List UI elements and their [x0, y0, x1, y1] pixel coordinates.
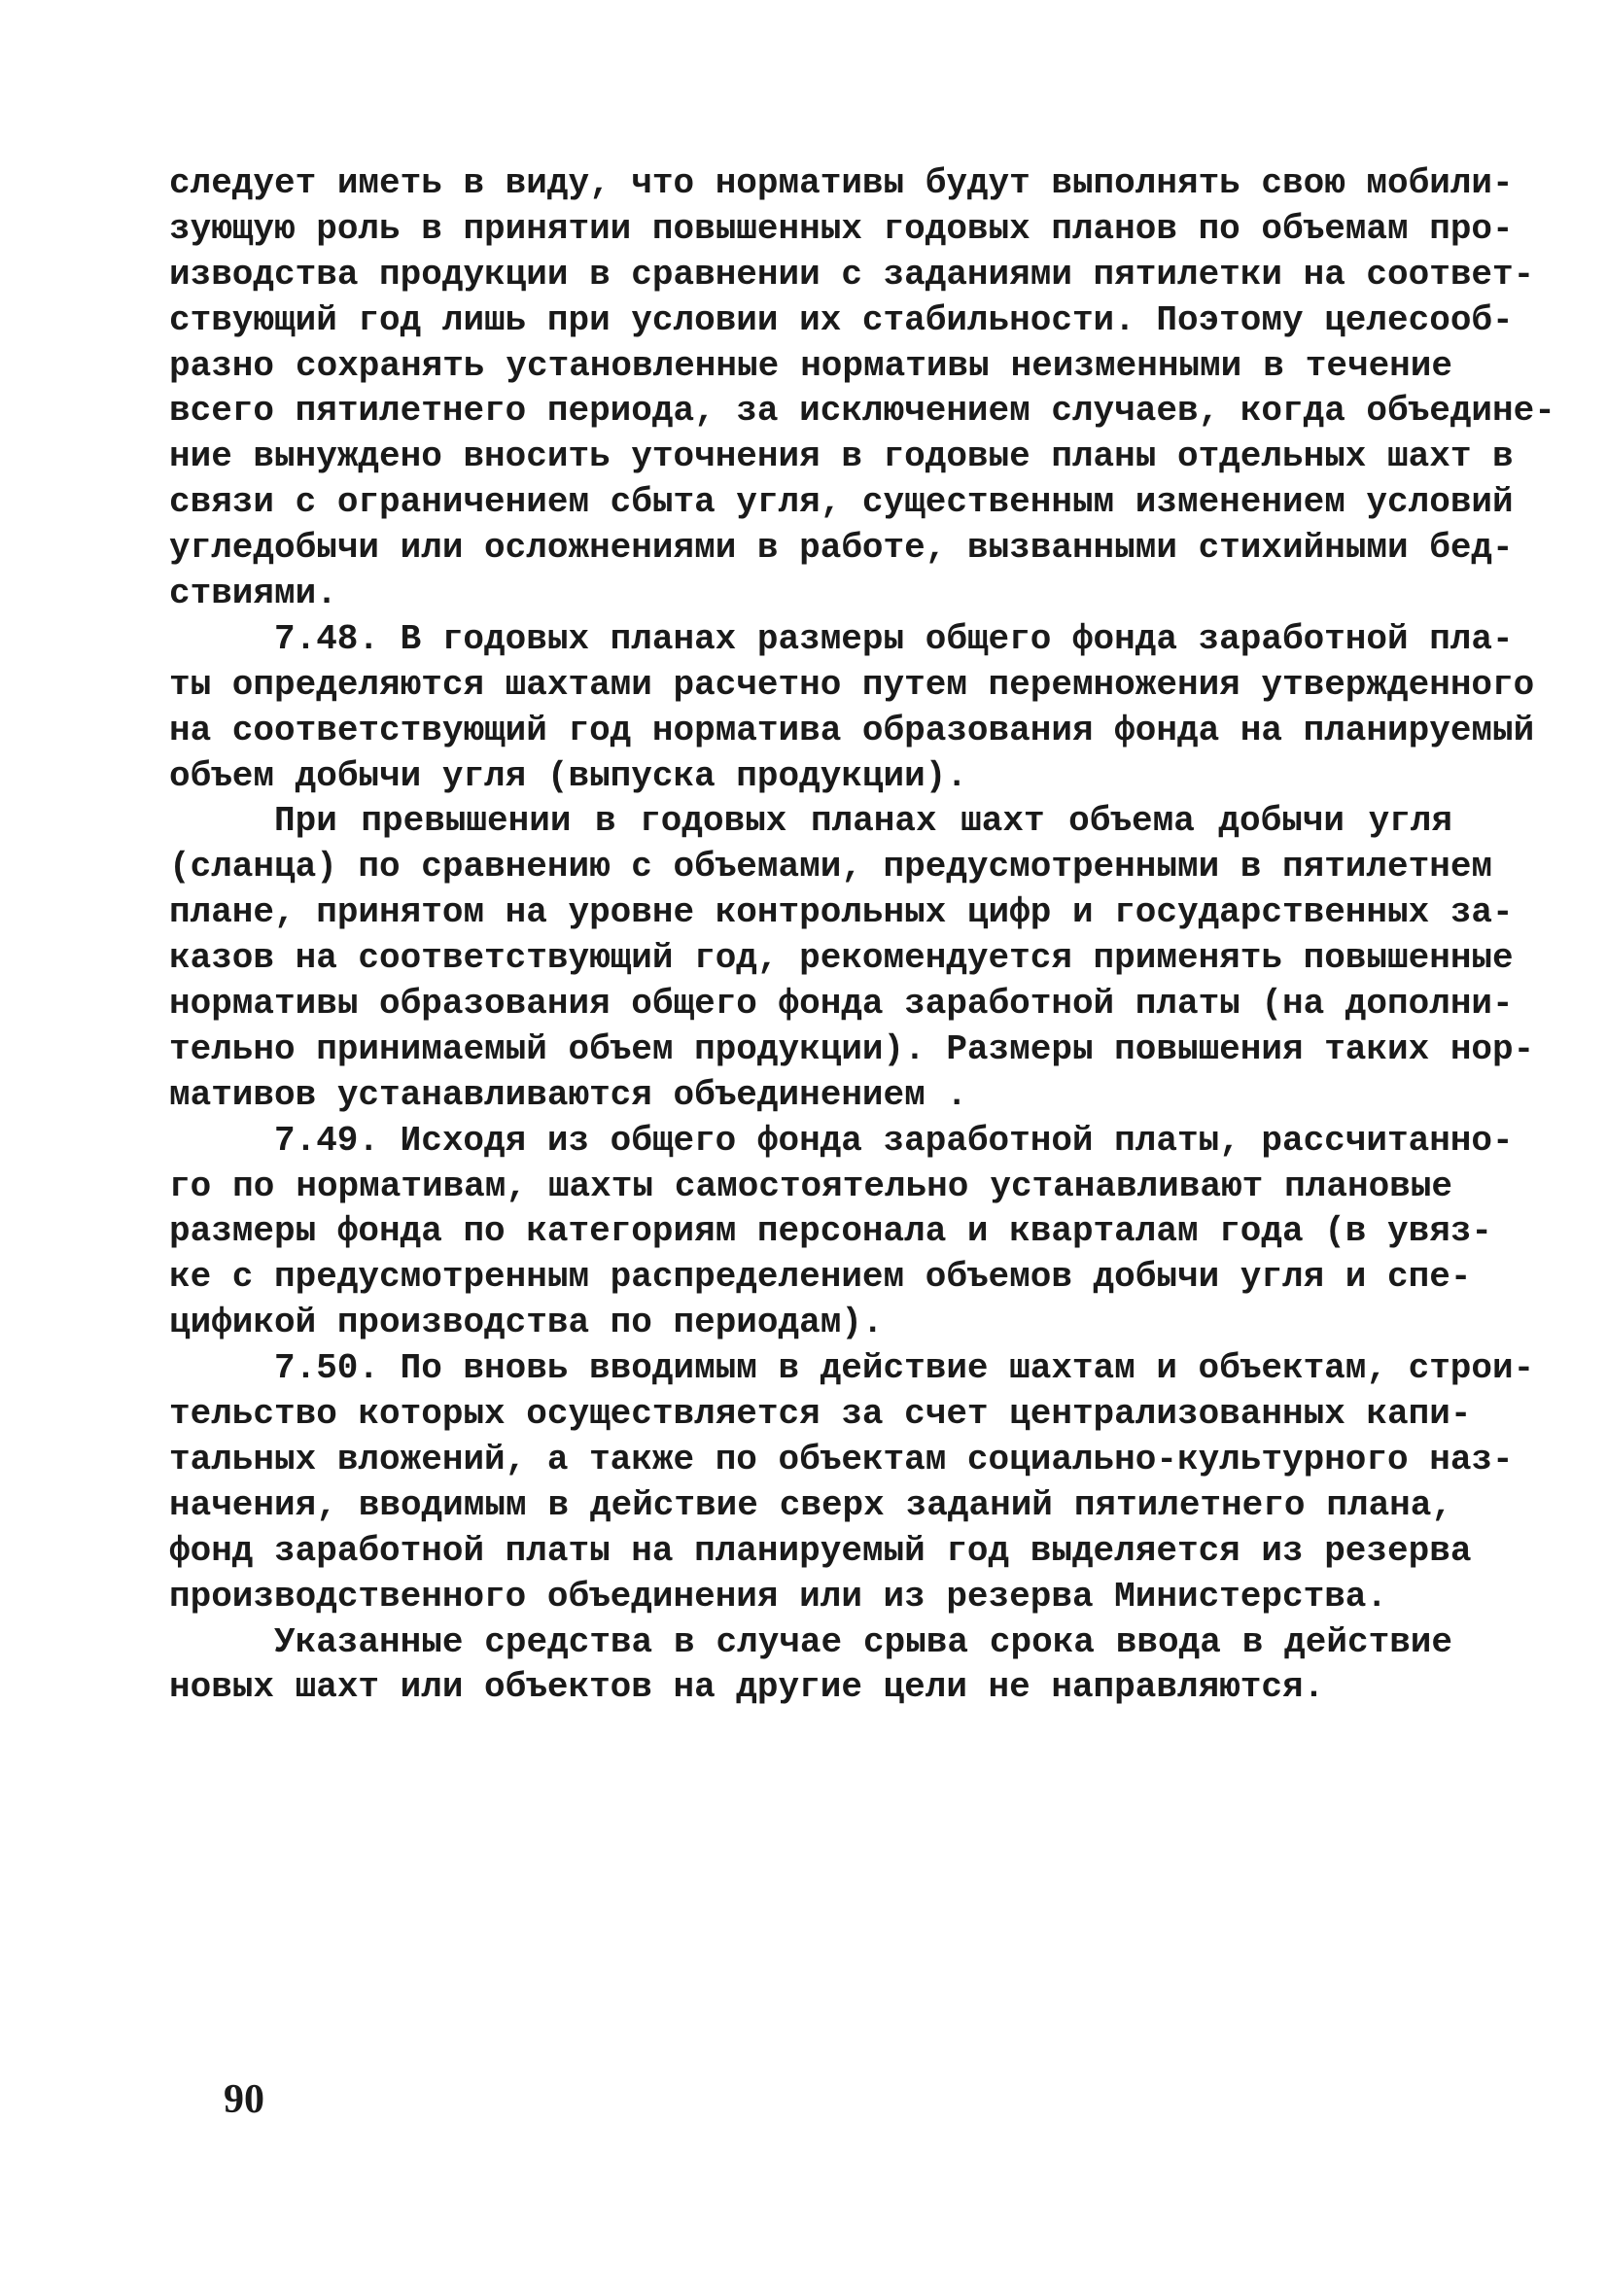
text-line: зующую роль в принятии повышенных годовых планов по объемам про- — [169, 208, 1514, 249]
body-text — [169, 161, 1555, 1711]
text-line: изводства продукции в сравнении с заданиями пятилетки на соответ- — [169, 254, 1535, 295]
text-line: размеры фонда по категориям персонала и кварталам года (в увяз- — [169, 1211, 1493, 1252]
text-line: угледобычи или осложнениями в работе, вызванными стихийными бед- — [169, 528, 1514, 569]
text-line: нормативы образования общего фонда заработной платы (на дополни- — [169, 984, 1514, 1025]
text-line: ствиями. — [169, 574, 337, 614]
text-line: тельство которых осуществляется за счет централизованных капи- — [169, 1394, 1472, 1435]
text-line: ке с предусмотренным распределением объемов добычи угля и спе- — [169, 1257, 1472, 1298]
text-line: фонд заработной платы на планируемый год выделяется из резерва — [169, 1530, 1472, 1571]
page-number: 90 — [224, 2077, 264, 2122]
paragraph — [169, 1119, 1514, 1346]
text-line: 7.49. Исходя из общего фонда заработной платы, рассчитанно- — [274, 1120, 1514, 1161]
text-line: тельно принимаемый объем продукции). Размеры повышения таких нор- — [169, 1028, 1535, 1069]
text-line: При превышении в годовых планах шахт объема добычи угля — [274, 801, 1452, 842]
text-line: цификой производства по периодам). — [169, 1303, 884, 1343]
text-line: следует иметь в виду, что нормативы будут выполнять свою мобили- — [169, 163, 1514, 203]
paragraph — [169, 617, 1535, 800]
text-line: новых шахт или объектов на другие цели не направляются. — [169, 1667, 1325, 1708]
paragraph — [169, 799, 1535, 1118]
text-line: производственного объединения или из резерва Министерства. — [169, 1576, 1388, 1617]
text-line: ты определяются шахтами расчетно путем перемножения утвержденного — [169, 664, 1535, 705]
text-line: Указанные средства в случае срыва срока ввода в действие — [274, 1621, 1452, 1662]
text-line: ствующий год лишь при условии их стабильности. Поэтому целесооб- — [169, 299, 1514, 340]
paragraph — [169, 1620, 1452, 1712]
text-line: го по нормативам, шахты самостоятельно устанавливают плановые — [169, 1165, 1452, 1206]
text-line: разно сохранять установленные нормативы неизменными в течение — [169, 345, 1452, 386]
text-line: на соответствующий год норматива образования фонда на планируемый — [169, 710, 1535, 750]
text-line: тальных вложений, а также по объектам социально-культурного наз- — [169, 1439, 1514, 1479]
text-line: связи с ограничением сбыта угля, существенным изменением условий — [169, 482, 1514, 523]
text-line: плане, принятом на уровне контрольных цифр и государственных за- — [169, 892, 1514, 933]
paragraph — [169, 161, 1555, 617]
text-line: всего пятилетнего периода, за исключением случаев, когда объедине- — [169, 391, 1555, 432]
text-line: начения, вводимым в действие сверх заданий пятилетнего плана, — [169, 1484, 1452, 1525]
text-line: мативов устанавливаются объединением . — [169, 1074, 967, 1115]
paragraph — [169, 1346, 1535, 1619]
text-line: 7.48. В годовых планах размеры общего фонда заработной пла- — [274, 618, 1514, 659]
text-line: объем добычи угля (выпуска продукции). — [169, 755, 967, 796]
text-line: 7.50. По вновь вводимым в действие шахтам и объектам, строи- — [274, 1348, 1535, 1389]
text-line: ние вынуждено вносить уточнения в годовые планы отдельных шахт в — [169, 436, 1514, 477]
text-line: казов на соответствующий год, рекомендуется применять повышенные — [169, 938, 1514, 979]
text-line: (сланца) по сравнению с объемами, предусмотренными в пятилетнем — [169, 847, 1493, 887]
